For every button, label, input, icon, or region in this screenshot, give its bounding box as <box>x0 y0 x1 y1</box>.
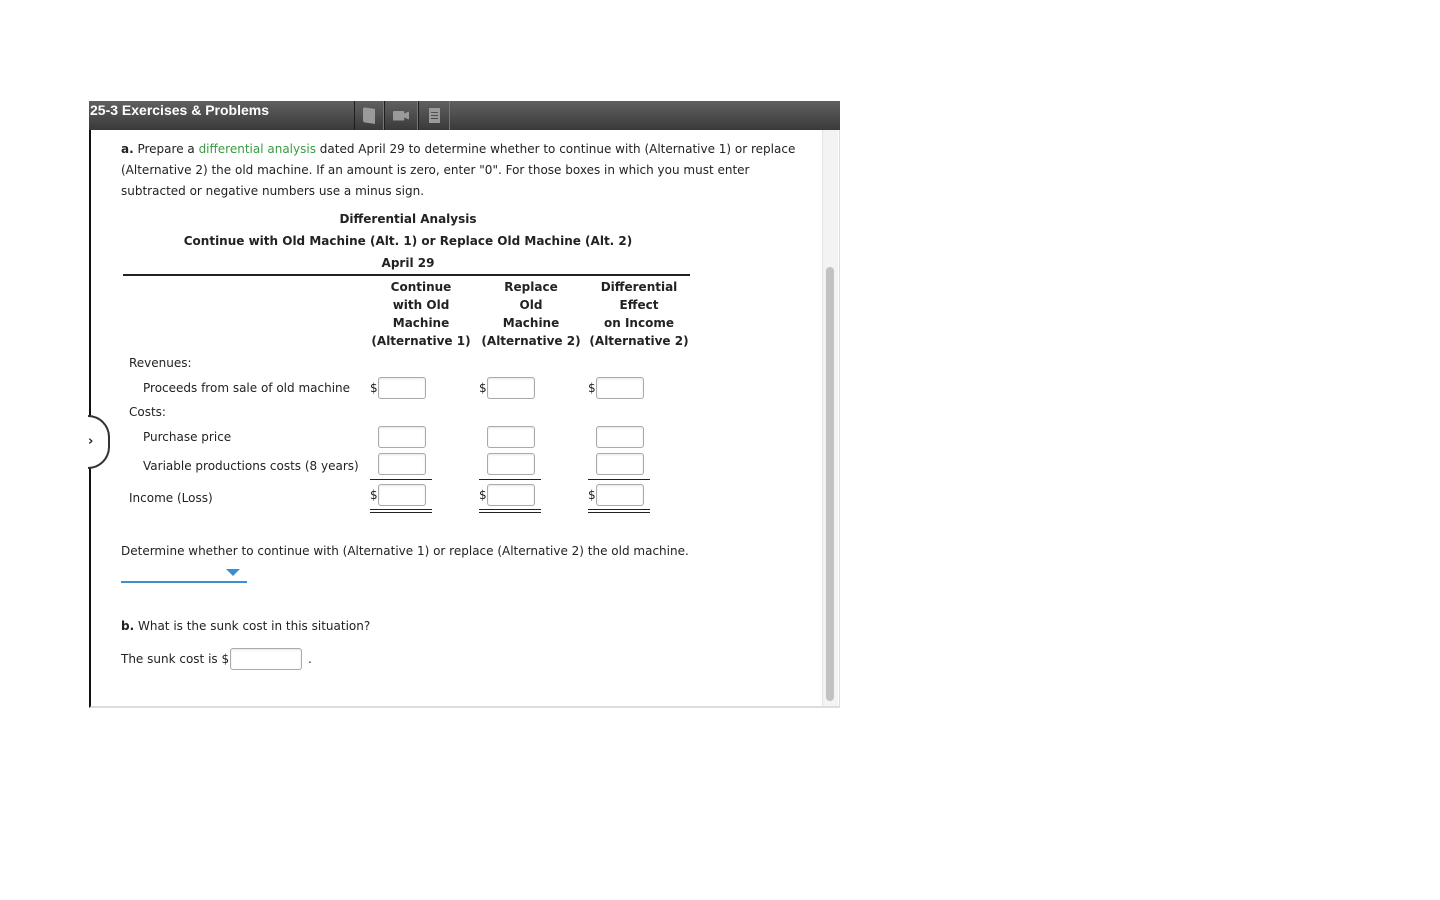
proceeds-alt1-input[interactable] <box>378 377 426 399</box>
page-title: 25-3 Exercises & Problems <box>90 102 269 118</box>
book-icon <box>363 107 375 124</box>
variable-alt2-input[interactable] <box>487 453 535 475</box>
instr-text: dated April 29 to determine whether to continue with (Alternative 1) or replace <box>315 142 796 156</box>
dollar-sign: $ <box>588 488 596 502</box>
part-a-label: a. <box>121 142 134 156</box>
table-date: April 29 <box>381 256 435 270</box>
part-a-instructions <box>121 139 795 202</box>
variable-alt1-input[interactable] <box>378 453 426 475</box>
part-b-question: b. What is the sunk cost in this situation? <box>121 619 371 633</box>
video-button[interactable] <box>384 101 418 130</box>
proceeds-alt2-input[interactable] <box>487 377 535 399</box>
divider <box>123 274 690 276</box>
chevron-down-icon <box>226 569 240 576</box>
calculator-icon <box>429 108 440 123</box>
column-header-alt2: Replace Old Machine (Alternative 2) <box>481 280 581 348</box>
row-label-revenues: Revenues: <box>129 356 192 370</box>
purchase-diff-input[interactable] <box>596 426 644 448</box>
row-label-income: Income (Loss) <box>129 491 213 505</box>
table-title: Differential Analysis <box>339 212 477 226</box>
sunk-cost-period: . <box>308 652 312 666</box>
total-line <box>479 509 541 513</box>
dollar-sign: $ <box>370 488 378 502</box>
income-diff-input[interactable] <box>596 484 644 506</box>
row-label-proceeds: Proceeds from sale of old machine <box>143 381 351 395</box>
instr-text: subtracted or negative numbers use a minus sign. <box>121 184 425 198</box>
table-subtitle: Continue with Old Machine (Alt. 1) or Replace Old Machine (Alt. 2) <box>183 234 633 248</box>
column-header-alt1: Continue with Old Machine (Alternative 1) <box>371 280 471 348</box>
total-line <box>370 509 432 513</box>
row-label-costs: Costs: <box>129 405 166 419</box>
subtotal-line <box>588 479 650 480</box>
determine-question: Determine whether to continue with (Alternative 1) or replace (Alternative 2) the old machine. <box>121 544 689 558</box>
dollar-sign: $ <box>479 488 487 502</box>
purchase-alt1-input[interactable] <box>378 426 426 448</box>
header-bar <box>89 101 840 130</box>
instr-text: (Alternative 2) the old machine. If an amount is zero, enter "0". For those boxes in which you must enter <box>121 163 750 177</box>
dollar-sign: $ <box>479 381 487 395</box>
variable-diff-input[interactable] <box>596 453 644 475</box>
instr-text: Prepare a <box>133 142 199 156</box>
decision-dropdown[interactable] <box>121 565 247 583</box>
sunk-cost-label: The sunk cost is $ <box>121 652 230 666</box>
book-button[interactable] <box>354 101 384 130</box>
sunk-cost-input[interactable] <box>230 648 302 670</box>
video-icon <box>393 111 409 121</box>
column-header-differential: Differential Effect on Income (Alternative 2) <box>589 280 689 348</box>
row-label-variable: Variable productions costs (8 years) <box>143 459 359 473</box>
glossary-link[interactable]: differential analysis <box>198 142 316 156</box>
dollar-sign: $ <box>370 381 378 395</box>
row-label-purchase: Purchase price <box>143 430 232 444</box>
income-alt1-input[interactable] <box>378 484 426 506</box>
proceeds-diff-input[interactable] <box>596 377 644 399</box>
dollar-sign: $ <box>588 381 596 395</box>
purchase-alt2-input[interactable] <box>487 426 535 448</box>
scrollbar-thumb[interactable] <box>826 267 834 701</box>
income-alt2-input[interactable] <box>487 484 535 506</box>
subtotal-line <box>370 479 432 480</box>
subtotal-line <box>479 479 541 480</box>
chevron-right-icon: › <box>88 434 94 449</box>
total-line <box>588 509 650 513</box>
calculator-button[interactable] <box>418 101 450 130</box>
